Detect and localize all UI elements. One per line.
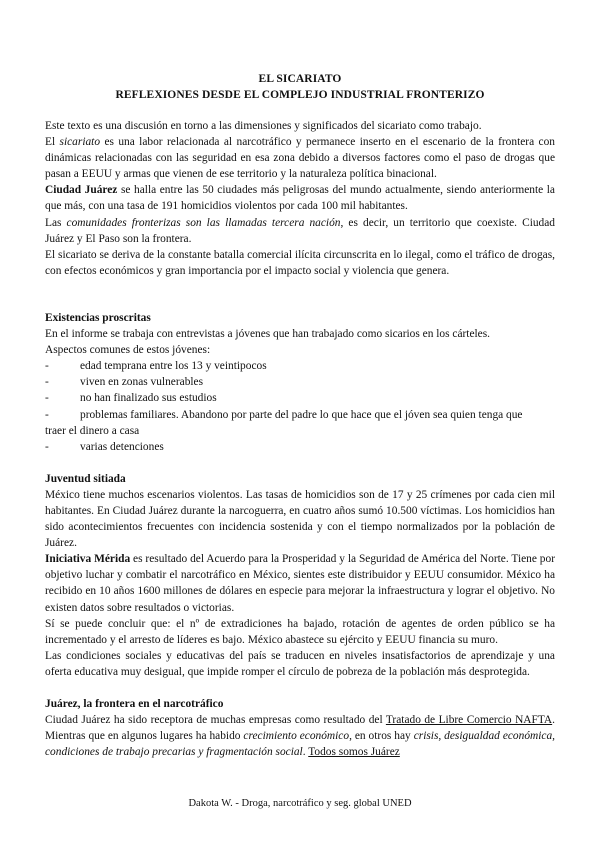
todos-somos-juarez-link[interactable]: Todos somos Juárez: [308, 746, 400, 759]
list-item: - edad temprana entre los 13 y veintipocos: [45, 360, 267, 373]
intro-paragraph-1: Este texto es una discusión en torno a las dimensiones y significados del sicariato como trabajo.: [45, 120, 482, 132]
ciudad-juarez-strong: Ciudad Juárez: [45, 184, 118, 197]
section-heading-existencias: Existencias proscritas: [45, 311, 151, 324]
page-footer: Dakota W. - Droga, narcotráfico y seg. global UNED: [188, 798, 412, 809]
document-title: EL SICARIATO: [258, 73, 342, 85]
intro-paragraph-3: Ciudad Juárez se halla entre las 50 ciudades más peligrosas del mundo actualmente, siendo anteriormente la que más, con una tasa de 191 homicidios violentos por cada 100 mil habitantes.: [45, 184, 555, 213]
section2-paragraph-3: Sí se puede concluir que: el nº de extradiciones ha bajado, rotación de agentes de orden público se ha incrementado y el arresto de líderes es bajo. México abastece su ejército y EEUU financia su muro.: [45, 617, 555, 646]
section-heading-juarez: Juárez, la frontera en el narcotráfico: [45, 698, 224, 710]
list-item: - problemas familiares. Abandono por parte del padre lo que hace que el jóven sea quien tenga que: [45, 408, 523, 421]
list-item: - varias detenciones: [45, 440, 164, 453]
section2-paragraph-1: México tiene muchos escenarios violentos. Las tasas de homicidios son de 17 y 25 crímenes por cada cien mil habitantes. En Ciudad Juárez durante la narcoguerra, en cuatro años sumó 10.500 víctimas. Los homicidios han sido acontecimientos frecuentes con incidencia sostenida y con el tiempo normalizados por la población de Juárez.: [45, 488, 555, 550]
tercera-nacion-emphasis: comunidades fronterizas son las llamadas tercera nación: [66, 216, 341, 229]
intro-paragraph-4: Las comunidades fronterizas son las llamadas tercera nación, es decir, un territorio que coexiste. Ciudad Juárez y El Paso son la frontera.: [45, 216, 556, 245]
iniciativa-merida-strong: Iniciativa Mérida: [45, 553, 131, 566]
section2-paragraph-2: Iniciativa Mérida es resultado del Acuerdo para la Prosperidad y la Seguridad de América del Norte. Tiene por objetivo luchar y combatir el narcotráfico en México, sientes este distribuidor y EEUU consumidor. México ha recibido en 10 años 1600 millones de dólares en especie para mejorar la infraestructura y lograr el objetivo. No existen datos sobre resultados o victorias.: [45, 553, 555, 614]
intro-paragraph-2: El sicariato es una labor relacionada al narcotráfico y permanece inserto en el escenario de la frontera con dinámicas relacionadas con las seguridad en esa zona debido a diversos factores como el paso de drogas que pasan a EEUU y armas que vienen de ese territorio y la naturaleza política binacional.: [45, 136, 555, 181]
list-item: - viven en zonas vulnerables: [45, 376, 204, 389]
list-item-continuation: traer el dinero a casa: [45, 424, 140, 437]
document-subtitle: REFLEXIONES DESDE EL COMPLEJO INDUSTRIAL FRONTERIZO: [115, 89, 485, 101]
sicariato-emphasis: sicariato: [59, 136, 101, 149]
section3-paragraph-1: Ciudad Juárez ha sido receptora de muchas empresas como resultado del Tratado de Libre Comercio NAFTA. Mientras que en algunos lugares ha habido crecimiento económico, en otros hay crisis, desigualdad económica, condiciones de trabajo precarias y fragmentación social. Todos somos Juárez: [45, 714, 556, 759]
document-body: [45, 118, 555, 760]
section2-paragraph-4: Las condiciones sociales y educativas del país se traducen en niveles insatisfactorios de aprendizaje y una oferta educativa muy desigual, que impide romper el círculo de pobreza de la población más desprotegida.: [45, 649, 555, 678]
list-item: - no han finalizado sus estudios: [45, 392, 217, 405]
section-heading-juventud: Juventud sitiada: [45, 472, 126, 485]
section1-paragraph-2: Aspectos comunes de estos jóvenes:: [45, 344, 211, 357]
nafta-link[interactable]: Tratado de Libre Comercio NAFTA: [385, 714, 553, 727]
section1-paragraph-1: En el informe se trabaja con entrevistas a jóvenes que han trabajado como sicarios en los cárteles.: [45, 328, 491, 341]
intro-paragraph-5: El sicariato se deriva de la constante batalla comercial ilícita circunscrita en lo ilegal, como el tráfico de drogas, con efectos económicos y gran importancia por el impacto social y violencia que genera.: [45, 248, 555, 277]
